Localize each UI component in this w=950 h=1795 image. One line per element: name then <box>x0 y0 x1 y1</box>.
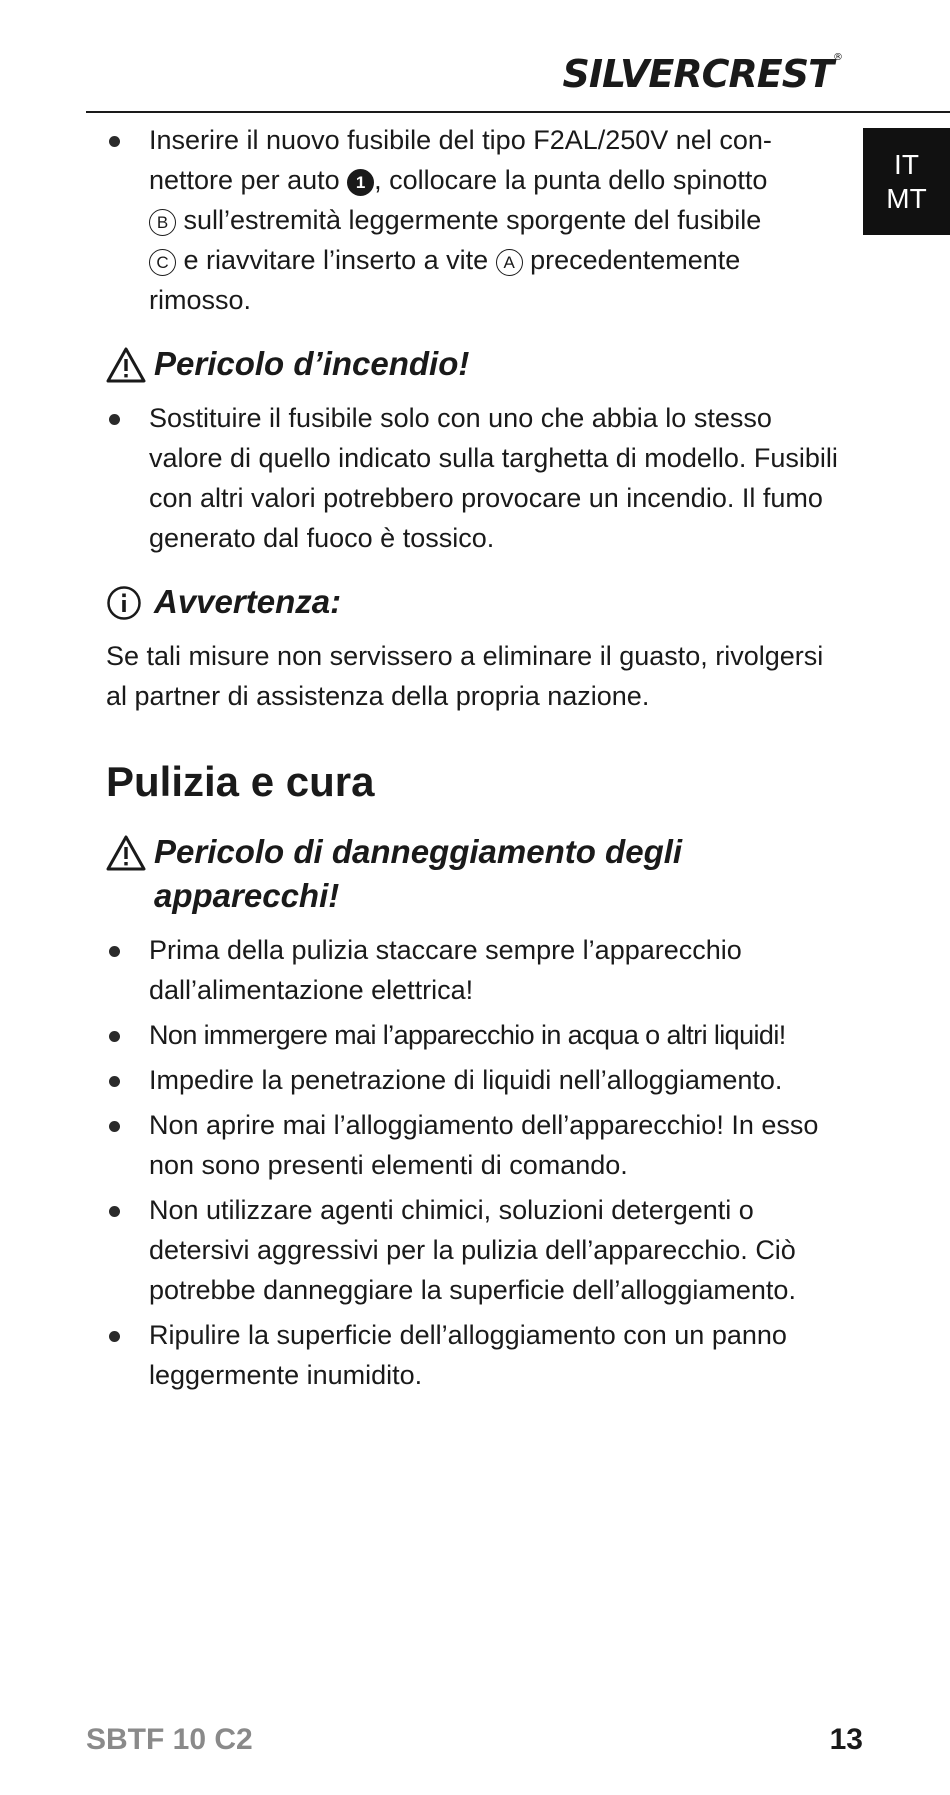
list-item <box>106 120 846 320</box>
page-number: 13 <box>829 1723 863 1756</box>
brand-name: SILVERCREST <box>562 52 833 96</box>
fire-warning-heading <box>106 342 846 386</box>
fuse-line-1: Inserire il nuovo fusibile del tipo F2AL/250V nel con- <box>149 125 772 155</box>
list-item: Non utilizzare agenti chimici, soluzioni detergenti o detersivi aggressivi per la pulizia dell’apparecchio. Ciò potrebbe danneggiare la superficie dell’alloggiamento. <box>106 1190 846 1310</box>
list-item: Prima della pulizia staccare sempre l’apparecchio dall’alimentazione elettrica! <box>106 930 846 1010</box>
info-circle-icon <box>106 585 146 621</box>
fire-warning-list <box>106 398 846 558</box>
fuse-line-4a: e riavvitare l’inserto a vite <box>176 245 496 275</box>
brand-registered-mark: ® <box>833 52 842 63</box>
list-item: Non aprire mai l’alloggiamento dell’apparecchio! In esso non sono presenti elementi di comando. <box>106 1105 846 1185</box>
damage-warning-title-line-1: Pericolo di danneggiamento degli <box>154 833 683 870</box>
fuse-instructions-list <box>106 120 846 320</box>
fuse-line-4b: precedentemente <box>522 245 741 275</box>
language-tab-mt: MT <box>886 182 927 214</box>
fuse-line-2a: nettore per auto <box>149 165 348 195</box>
list-item: Impedire la penetrazione di liquidi nell’alloggiamento. <box>106 1060 846 1100</box>
page-content <box>106 120 846 1400</box>
list-item: Ripulire la superficie dell’alloggiamento con un panno leggermente inumidito. <box>106 1315 846 1395</box>
damage-warning-heading <box>106 830 846 918</box>
warning-triangle-icon <box>106 347 146 383</box>
brand-logo <box>562 52 842 96</box>
ref-b-icon: B <box>149 209 176 236</box>
ref-1-icon: 1 <box>347 169 374 196</box>
note-title: Avvertenza: <box>154 583 342 620</box>
fire-warning-title: Pericolo d’incendio! <box>154 345 470 382</box>
ref-a-icon: A <box>496 249 523 276</box>
damage-warning-title-line-2: apparecchi! <box>154 877 340 914</box>
warning-triangle-icon <box>106 835 146 871</box>
note-heading <box>106 580 846 624</box>
fuse-line-3: sull’estremità leggermente sporgente del fusibile <box>176 205 762 235</box>
ref-c-icon: C <box>149 249 176 276</box>
list-item: Sostituire il fusibile solo con uno che abbia lo stesso valore di quello indicato sulla targhetta di modello. Fusibili con altri valori potrebbero provocare un incendio. Il fumo generato dal fuoco è tossico. <box>106 398 846 558</box>
language-tab <box>863 128 950 235</box>
model-number: SBTF 10 C2 <box>86 1723 253 1756</box>
list-item: Non immergere mai l’apparecchio in acqua o altri liquidi! <box>106 1015 846 1055</box>
note-text: Se tali misure non servissero a eliminare il guasto, rivolgersi al partner di assistenza della propria nazione. <box>106 641 824 711</box>
fuse-line-5: rimosso. <box>149 285 252 315</box>
header-rule <box>86 111 950 113</box>
cleaning-list <box>106 930 846 1395</box>
language-tab-it: IT <box>894 148 919 180</box>
fuse-line-2b: , collocare la punta dello spinotto <box>374 165 768 195</box>
section-heading: Pulizia e cura <box>106 758 375 805</box>
